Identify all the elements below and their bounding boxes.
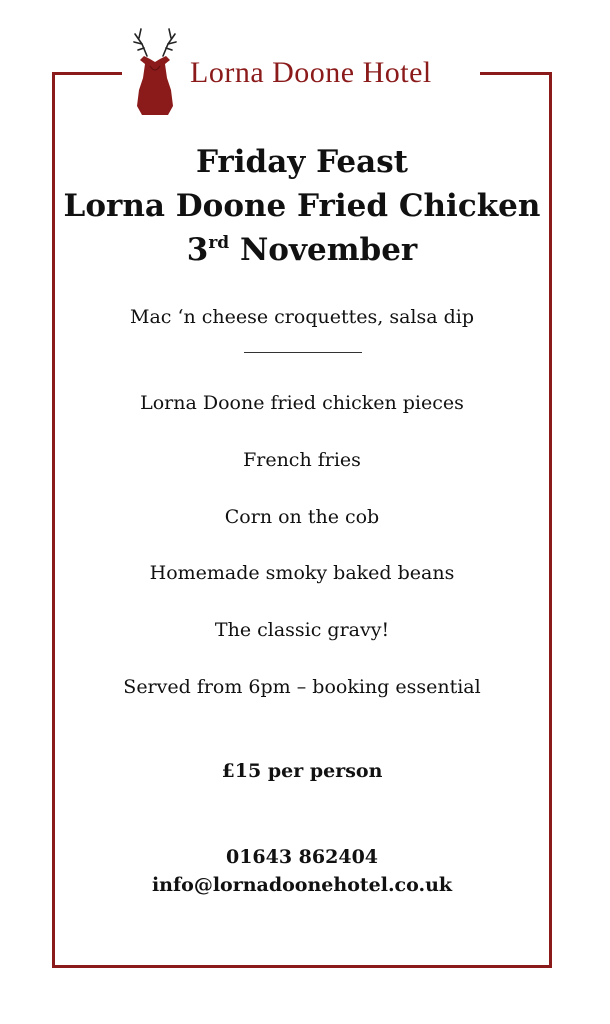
menu-item: French fries <box>243 449 361 471</box>
event-date <box>52 228 552 272</box>
phone-number: 01643 862404 <box>225 846 379 868</box>
title-line-2: Lorna Doone Fried Chicken <box>63 188 541 224</box>
stag-head-icon <box>130 26 180 118</box>
menu-item: The classic gravy! <box>214 619 390 641</box>
menu-starter: Mac ‘n cheese croquettes, salsa dip <box>129 306 474 328</box>
event-title <box>52 140 552 272</box>
menu-item: Homemade smoky baked beans <box>149 562 455 584</box>
divider <box>244 352 362 353</box>
date-day: 3 <box>186 232 209 268</box>
title-line-1: Friday Feast <box>195 144 409 180</box>
menu-item: Corn on the cob <box>224 506 380 528</box>
date-month: November <box>239 232 418 268</box>
serving-note: Served from 6pm – booking essential <box>123 676 481 698</box>
date-suffix: rd <box>208 233 230 253</box>
hotel-name: Lorna Doone Hotel <box>190 56 432 89</box>
email-address: info@lornadoonehotel.co.uk <box>151 874 453 896</box>
price: £15 per person <box>221 760 383 782</box>
menu-item: Lorna Doone fried chicken pieces <box>140 392 464 414</box>
